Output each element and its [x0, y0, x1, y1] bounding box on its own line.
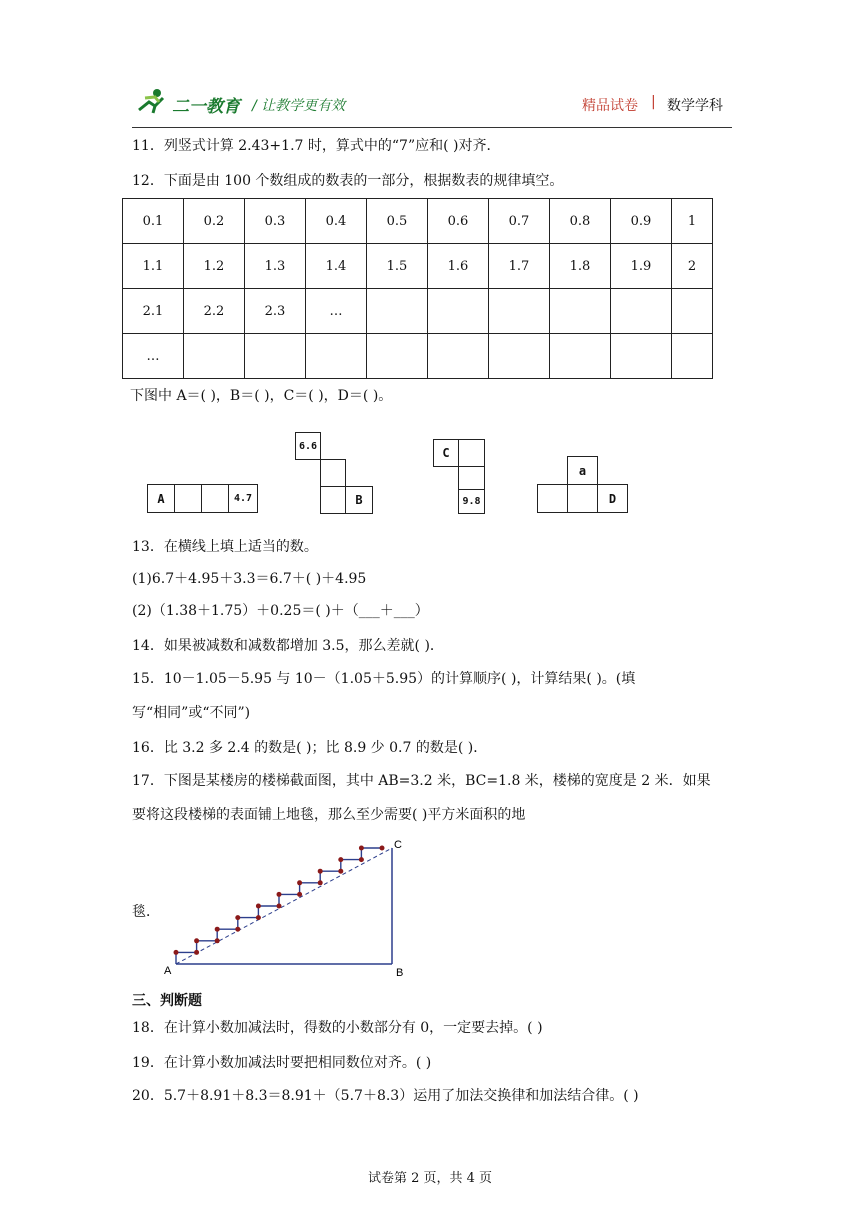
question-13-part-2: (2)（1.38＋1.75）＋0.25＝( )＋（___＋___） — [132, 603, 429, 619]
stair-label-b: B — [396, 967, 404, 978]
question-13-part-1: (1)6.7＋4.95＋3.3＝6.7＋( )＋4.95 — [132, 571, 367, 587]
shape-b-cell-4: B — [345, 486, 373, 514]
staircase-diagram — [160, 836, 410, 978]
table-cell: 2.3 — [245, 289, 306, 334]
stair-dot — [256, 915, 261, 920]
shape-a-cell-1: A — [147, 484, 175, 513]
table-cell: 1.6 — [428, 244, 489, 289]
table-cell: 0.9 — [611, 199, 672, 244]
table-row — [123, 334, 713, 379]
question-17-line-3: 毯． — [132, 904, 160, 920]
table-cell — [672, 334, 713, 379]
shape-b-cell-3 — [320, 486, 346, 514]
stair-label-c: C — [394, 839, 402, 851]
shape-d-cell-2 — [567, 484, 598, 513]
table-row — [123, 199, 713, 244]
stair-dot — [235, 915, 240, 920]
question-20: 20．5.7＋8.91＋8.3＝8.91＋（5.7＋8.3）运用了加法交换律和加法结合律。( ) — [132, 1088, 639, 1104]
tag-subject: 数学学科 — [667, 98, 723, 114]
shape-d-cell-3: D — [597, 484, 628, 513]
table-cell — [672, 289, 713, 334]
question-11: 11．列竖式计算 2.43+1.7 时，算式中的“7”应和( )对齐． — [132, 138, 501, 154]
stair-dot — [380, 846, 385, 851]
table-cell — [550, 289, 611, 334]
shape-a-cell-2 — [174, 484, 202, 513]
stair-dot — [194, 938, 199, 943]
table-cell: 1.2 — [184, 244, 245, 289]
question-14: 14．如果被减数和减数都增加 3.5，那么差就( )． — [132, 638, 444, 654]
shape-c-cell-1: C — [433, 439, 459, 467]
question-19: 19．在计算小数加减法时要把相同数位对齐。( ) — [132, 1055, 432, 1071]
stair-diagonal — [176, 848, 392, 964]
question-12: 12．下面是由 100 个数组成的数表的一部分，根据数表的规律填空。 — [132, 173, 564, 189]
table-cell — [184, 334, 245, 379]
table-cell: 1.5 — [367, 244, 428, 289]
stair-dot — [215, 927, 220, 932]
slogan: / 让教学更有效 — [252, 98, 346, 114]
stair-dot — [194, 950, 199, 955]
table-cell: 0.8 — [550, 199, 611, 244]
stair-dot — [318, 869, 323, 874]
table-cell: 1 — [672, 199, 713, 244]
table-cell: 0.3 — [245, 199, 306, 244]
table-row — [123, 244, 713, 289]
question-17-line-1: 17．下图是某楼房的楼梯截面图，其中 AB=3.2 米，BC=1.8 米，楼梯的宽度是 2 米．如果 — [132, 773, 711, 789]
shape-c-cell-3 — [458, 466, 485, 490]
stair-dot — [215, 938, 220, 943]
logo-text: 二一教育 — [172, 97, 240, 117]
stair-label-a: A — [164, 965, 172, 977]
stair-dot — [256, 904, 261, 909]
table-cell: 1.3 — [245, 244, 306, 289]
table-cell — [306, 334, 367, 379]
question-17-line-2: 要将这段楼梯的表面铺上地毯，那么至少需要( )平方米面积的地 — [132, 807, 526, 823]
table-cell: 2.2 — [184, 289, 245, 334]
question-15-line-2: 写“相同”或“不同”) — [132, 705, 251, 721]
table-cell: 0.5 — [367, 199, 428, 244]
table-cell: 0.2 — [184, 199, 245, 244]
stair-dot — [277, 904, 282, 909]
shape-c-cell-2 — [458, 439, 485, 467]
page-footer: 试卷第 2 页，共 4 页 — [367, 1171, 493, 1186]
stair-dot — [297, 892, 302, 897]
question-15-line-1: 15．10－1.05－5.95 与 10－（1.05＋5.95）的计算顺序( )，计算结果( )。(填 — [132, 671, 636, 687]
table-cell — [611, 289, 672, 334]
table-cell — [428, 289, 489, 334]
stair-dot — [338, 857, 343, 862]
question-16: 16．比 3.2 多 2.4 的数是( )；比 8.9 少 0.7 的数是( )． — [132, 740, 488, 756]
stair-dot — [277, 892, 282, 897]
shape-b-cell-2 — [320, 459, 346, 487]
logo-runner-icon — [135, 88, 171, 114]
table-cell: 1.4 — [306, 244, 367, 289]
section-3-title: 三、判断题 — [132, 993, 202, 1009]
table-cell — [489, 289, 550, 334]
table-cell — [367, 334, 428, 379]
shape-d-cell-top: a — [567, 456, 598, 485]
table-cell: 0.1 — [123, 199, 184, 244]
table-cell — [611, 334, 672, 379]
table-row — [123, 289, 713, 334]
table-cell: … — [306, 289, 367, 334]
stair-dot — [297, 880, 302, 885]
stair-dot — [359, 857, 364, 862]
table-cell — [245, 334, 306, 379]
table-cell — [428, 334, 489, 379]
stair-dot — [338, 869, 343, 874]
table-cell: 0.7 — [489, 199, 550, 244]
table-cell: … — [123, 334, 184, 379]
number-table — [122, 198, 713, 379]
header-rule — [132, 127, 732, 128]
stair-dot — [318, 880, 323, 885]
shape-c-cell-4: 9.8 — [458, 489, 485, 514]
table-cell — [550, 334, 611, 379]
table-cell: 2 — [672, 244, 713, 289]
tag-premium: 精品试卷 — [582, 98, 638, 114]
table-cell: 0.6 — [428, 199, 489, 244]
table-cell: 2.1 — [123, 289, 184, 334]
shape-a-cell-3 — [201, 484, 229, 513]
question-13: 13．在横线上填上适当的数。 — [132, 539, 318, 555]
table-cell — [367, 289, 428, 334]
shape-a-cell-4: 4.7 — [228, 484, 258, 513]
stair-dot — [359, 846, 364, 851]
table-cell — [489, 334, 550, 379]
shape-b-cell-1: 6.6 — [295, 432, 321, 460]
question-18: 18．在计算小数加减法时，得数的小数部分有 0，一定要去掉。( ) — [132, 1020, 543, 1036]
table-cell: 0.4 — [306, 199, 367, 244]
table-cell: 1.8 — [550, 244, 611, 289]
table-cell: 1.7 — [489, 244, 550, 289]
stair-dot — [174, 950, 179, 955]
question-12-fill: 下图中 A＝( )，B＝( )，C＝( )，D＝( )。 — [130, 388, 393, 404]
table-cell: 1.9 — [611, 244, 672, 289]
table-cell: 1.1 — [123, 244, 184, 289]
tag-separator: | — [651, 94, 656, 110]
shape-d-cell-1 — [537, 484, 568, 513]
stair-dot — [235, 927, 240, 932]
